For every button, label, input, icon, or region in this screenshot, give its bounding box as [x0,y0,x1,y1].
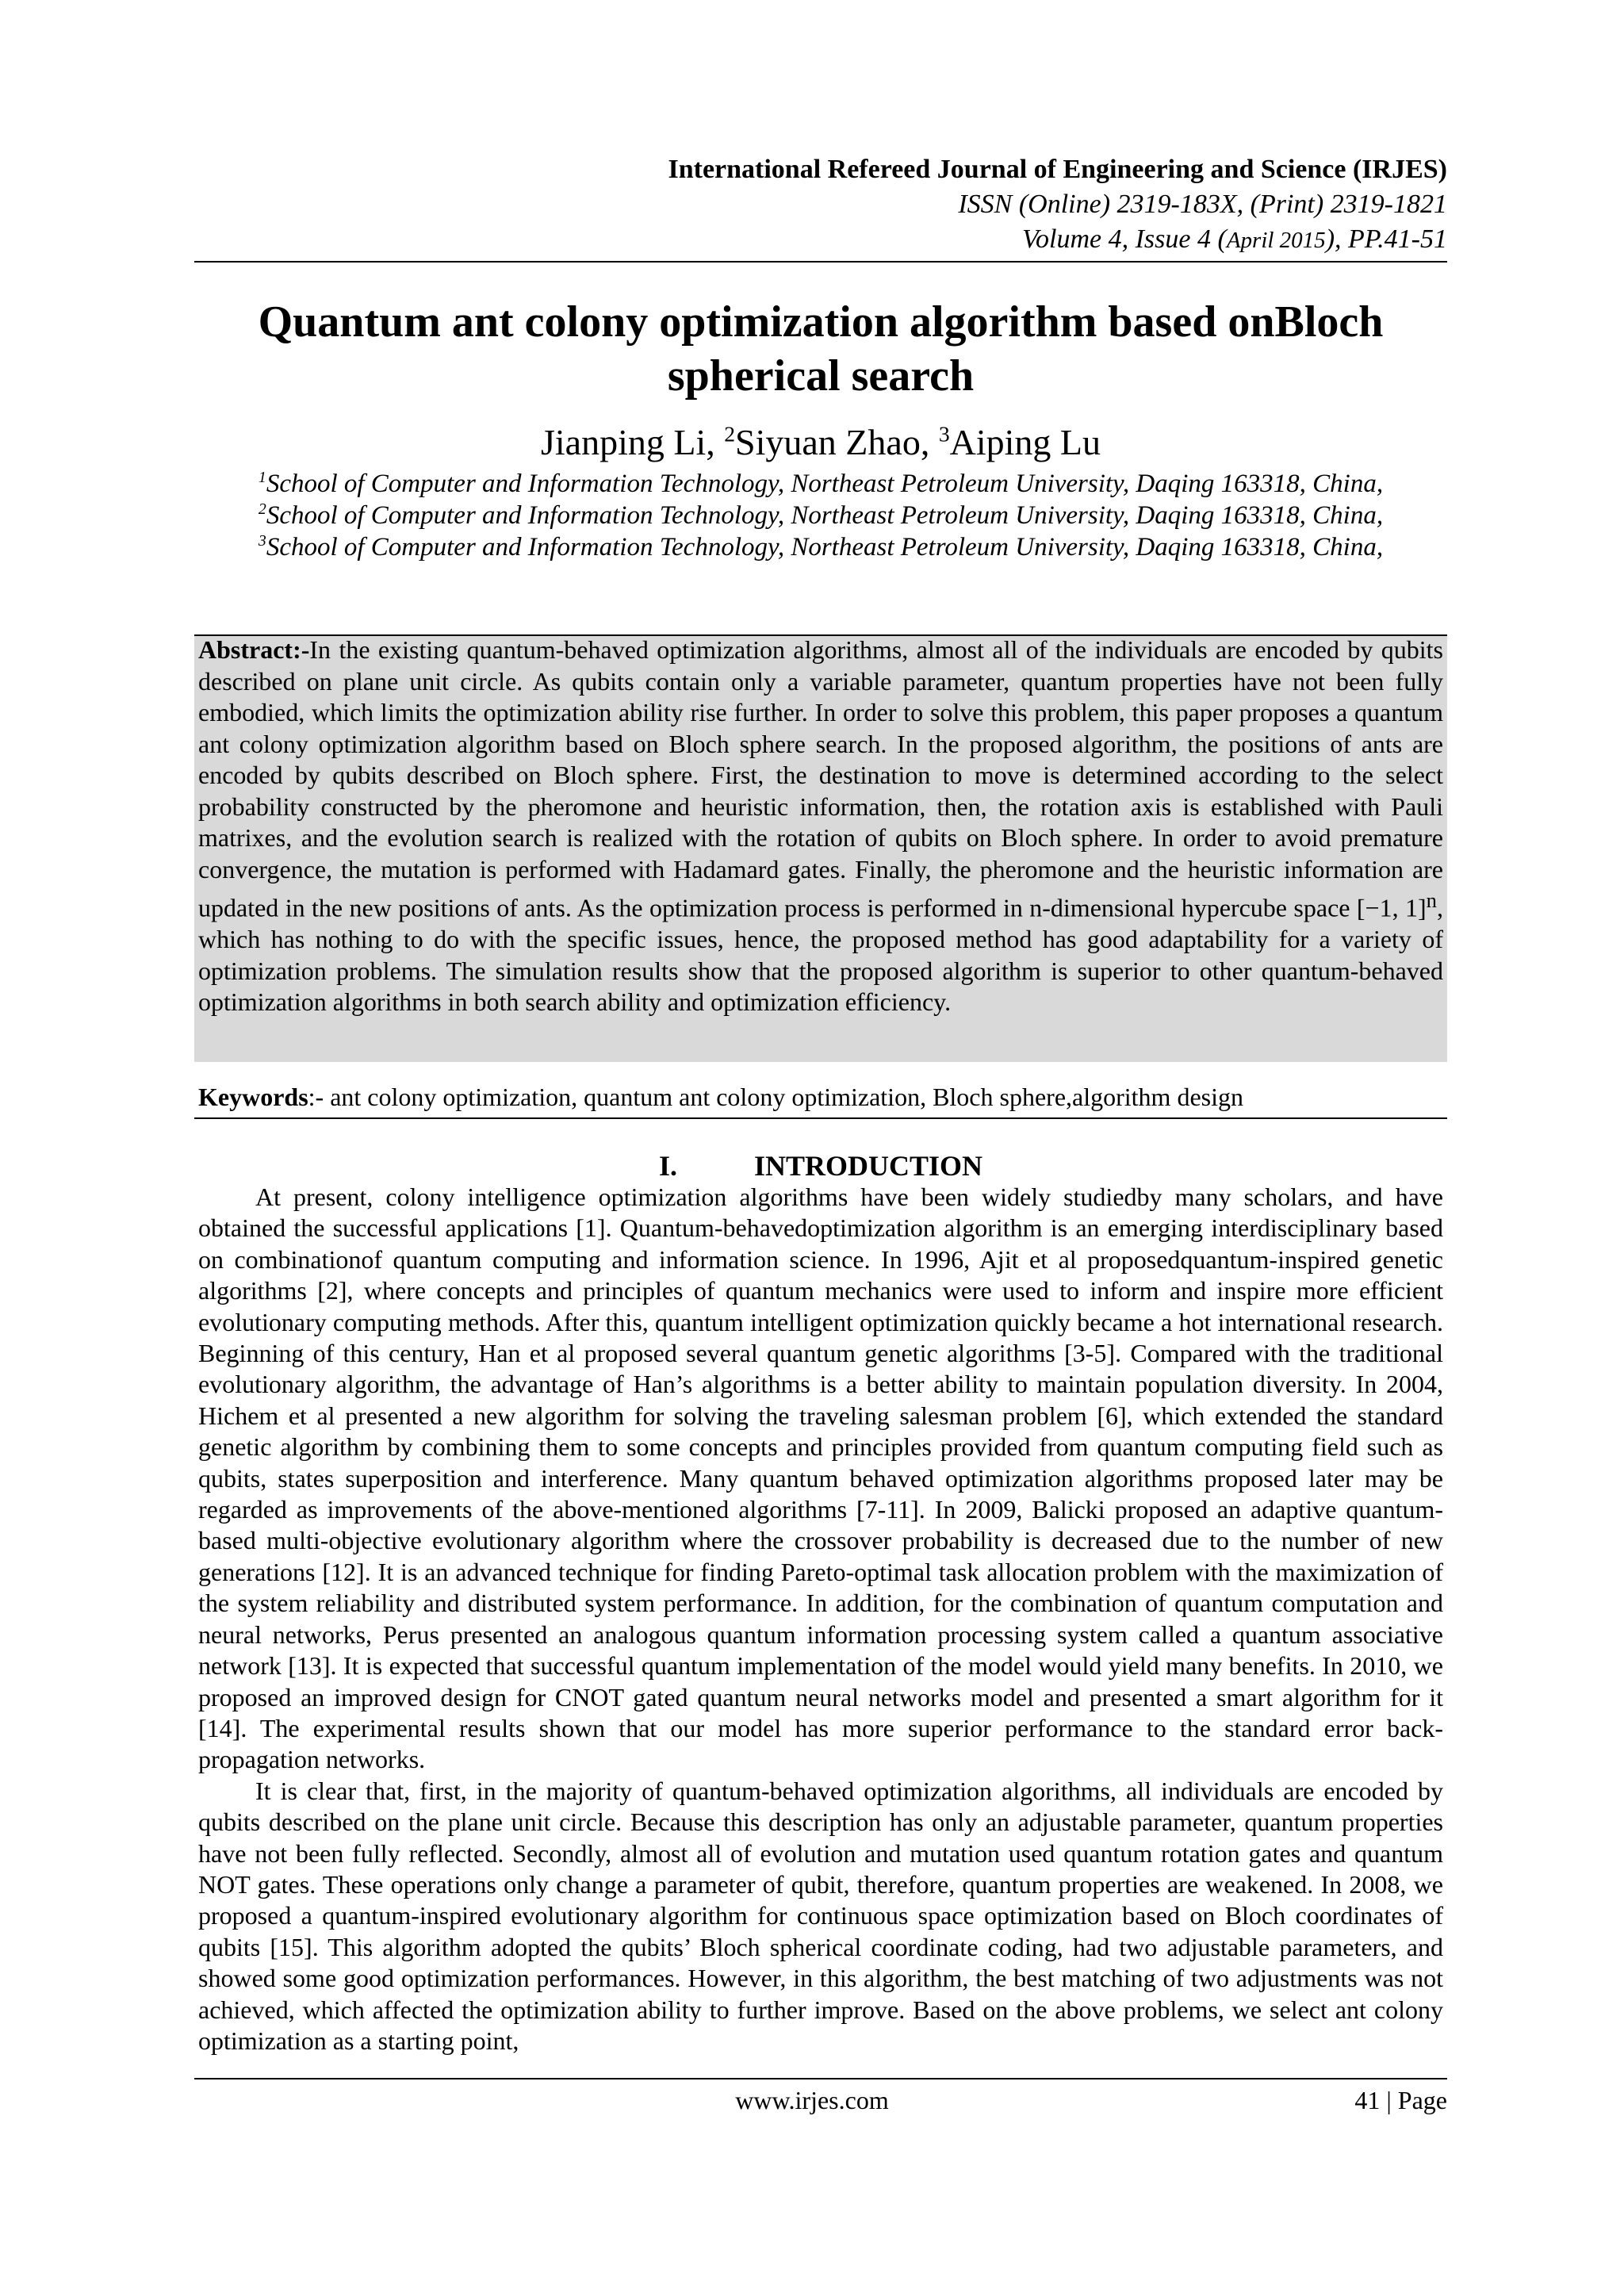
introduction-body [198,1182,1443,2056]
author-3-sup: 3 [938,421,950,447]
affiliation-3-sup: 3 [258,532,266,550]
section-title: INTRODUCTION [753,1150,983,1182]
section-heading [194,1148,1447,1183]
section-number: I. [658,1150,677,1182]
affiliation-1-sup: 1 [258,469,266,486]
paragraph: At present, colony intelligence optimization algorithms have been widely studiedby many scholars, and have obtained the successful applications [1]. Quantum-behavedoptimization algorithm is an emerging interdisciplinary based on combinationof quantum computing and information science. In 1996, Ajit et al proposedquantum-inspired genetic algorithms [2], where concepts and principles of quantum mechanics were used to inform and inspire more efficient evolutionary computing methods. After this, quantum intelligent optimization quickly became a hot international research. Beginning of this century, Han et al proposed several quantum genetic algorithms [3-5]. Compared with the traditional evolutionary algorithm, the advantage of Han’s algorithms is a better ability to maintain population diversity. In 2004, Hichem et al presented a new algorithm for solving the traveling salesman problem [6], which extended the standard genetic algorithm by combining them to some concepts and principles provided from quantum computing field such as qubits, states superposition and interference. Many quantum behaved optimization algorithms proposed later may be regarded as improvements of the above-mentioned algorithms [7-11]. In 2009, Balicki proposed an adaptive quantum-based multi-objective evolutionary algorithm where the crossover probability is decreased due to the number of new generations [12]. It is an advanced technique for finding Pareto-optimal task allocation problem with the maximization of the system reliability and distributed system performance. In addition, for the combination of quantum computation and neural networks, Perus presented an analogous quantum information processing system called a quantum associative network [13]. It is expected that successful quantum implementation of the model would yield many benefits. In 2010, we proposed an improved design for CNOT gated quantum neural networks model and presented a smart algorithm for it [14]. The experimental results shown that our model has more superior performance to the standard error back-propagation networks. [198,1182,1443,1774]
author-2 [724,422,939,462]
paper-title [194,295,1447,403]
affiliation-2-text: School of Computer and Information Technology, Northeast Petroleum University, Daqing 163318, China, [266,501,1384,530]
header-rule [194,261,1447,263]
affiliation-2-sup: 2 [258,500,266,518]
affiliation-3 [194,531,1447,563]
affiliation-list [194,468,1447,563]
affiliation-2 [194,500,1447,531]
abstract-label: Abstract:- [198,635,310,664]
author-list [194,420,1447,465]
keywords [198,1081,1443,1113]
keywords-text: :- ant colony optimization, quantum ant colony optimization, Bloch sphere,algorithm design [308,1083,1243,1111]
affiliation-1-text: School of Computer and Information Technology, Northeast Petroleum University, Daqing 163318, China, [266,470,1384,498]
abstract-text-2: , which has nothing to do with the specific issues, hence, the proposed method has good adaptability for a variety of optimization problems. The simulation results show that the proposed algorithm is superior to other quantum-behaved optimization algorithms in both search ability and optimization efficiency. [198,893,1443,1017]
footer-page-number: 41 | Page [1354,2086,1447,2114]
volume-prefix: Volume 4, Issue 4 ( [1022,224,1227,254]
affiliation-3-text: School of Computer and Information Technology, Northeast Petroleum University, Daqing 163318, China, [266,533,1384,562]
paragraph: It is clear that, first, in the majority of quantum-behaved optimization algorithms, all individuals are encoded by qubits described on the plane unit circle. Because this description has only an adjustable parameter, quantum properties have not been fully reflected. Secondly, almost all of evolution and mutation used quantum rotation gates and quantum NOT gates. These operations only change a parameter of qubit, therefore, quantum properties are weakened. In 2008, we proposed a quantum-inspired evolutionary algorithm for continuous space optimization based on Bloch coordinates of qubits [15]. This algorithm adopted the qubits’ Bloch spherical coordinate coding, had two adjustable parameters, and showed some good optimization performances. However, in this algorithm, the best matching of two adjustments was not achieved, which affected the optimization ability to further improve. Based on the above problems, we select ant colony optimization as a starting point, [198,1776,1443,2055]
journal-volume [668,222,1447,258]
author-2-name: Siyuan Zhao, [735,422,939,462]
journal-issn: ISSN (Online) 2319-183X, (Print) 2319-1821 [958,190,1447,219]
author-1-name: Jianping Li, [540,422,725,462]
keywords-label: Keywords [198,1083,308,1111]
title-line-2: spherical search [667,351,975,401]
author-3 [939,422,1101,462]
footer-rule [194,2078,1447,2079]
author-3-name: Aiping Lu [949,422,1101,462]
journal-name: International Refereed Journal of Engineering and Science (IRJES) [668,155,1447,184]
volume-suffix: ), PP.41-51 [1325,224,1447,254]
volume-month: April 2015 [1226,228,1326,253]
title-line-1: Quantum ant colony optimization algorithm based onBloch [258,297,1384,347]
author-2-sup: 2 [724,421,736,447]
footer-website: www.irjes.com [735,2086,889,2114]
abstract-sup: n [1426,888,1437,912]
abstract-text-1: In the existing quantum-behaved optimization algorithms, almost all of the individuals are encoded by qubits described on plane unit circle. As qubits contain only a variable parameter, quantum properties have not been fully embodied, which limits the optimization ability rise further. In order to solve this problem, this paper proposes a quantum ant colony optimization algorithm based on Bloch sphere search. In the proposed algorithm, the positions of ants are encoded by qubits described on Bloch sphere. First, the destination to move is determined according to the select probability constructed by the pheromone and heuristic information, then, the rotation axis is established with Pauli matrixes, and the evolution search is realized with the rotation of qubits on Bloch sphere. In order to avoid premature convergence, the mutation is performed with Hadamard gates. Finally, the pheromone and the heuristic information are updated in the new positions of ants. As the optimization process is performed in n-dimensional hypercube space [−1, 1] [198,635,1443,922]
abstract [198,634,1443,1018]
journal-header [668,152,1447,258]
author-1 [541,422,724,462]
affiliation-1 [194,468,1447,500]
keywords-rule [194,1117,1447,1119]
